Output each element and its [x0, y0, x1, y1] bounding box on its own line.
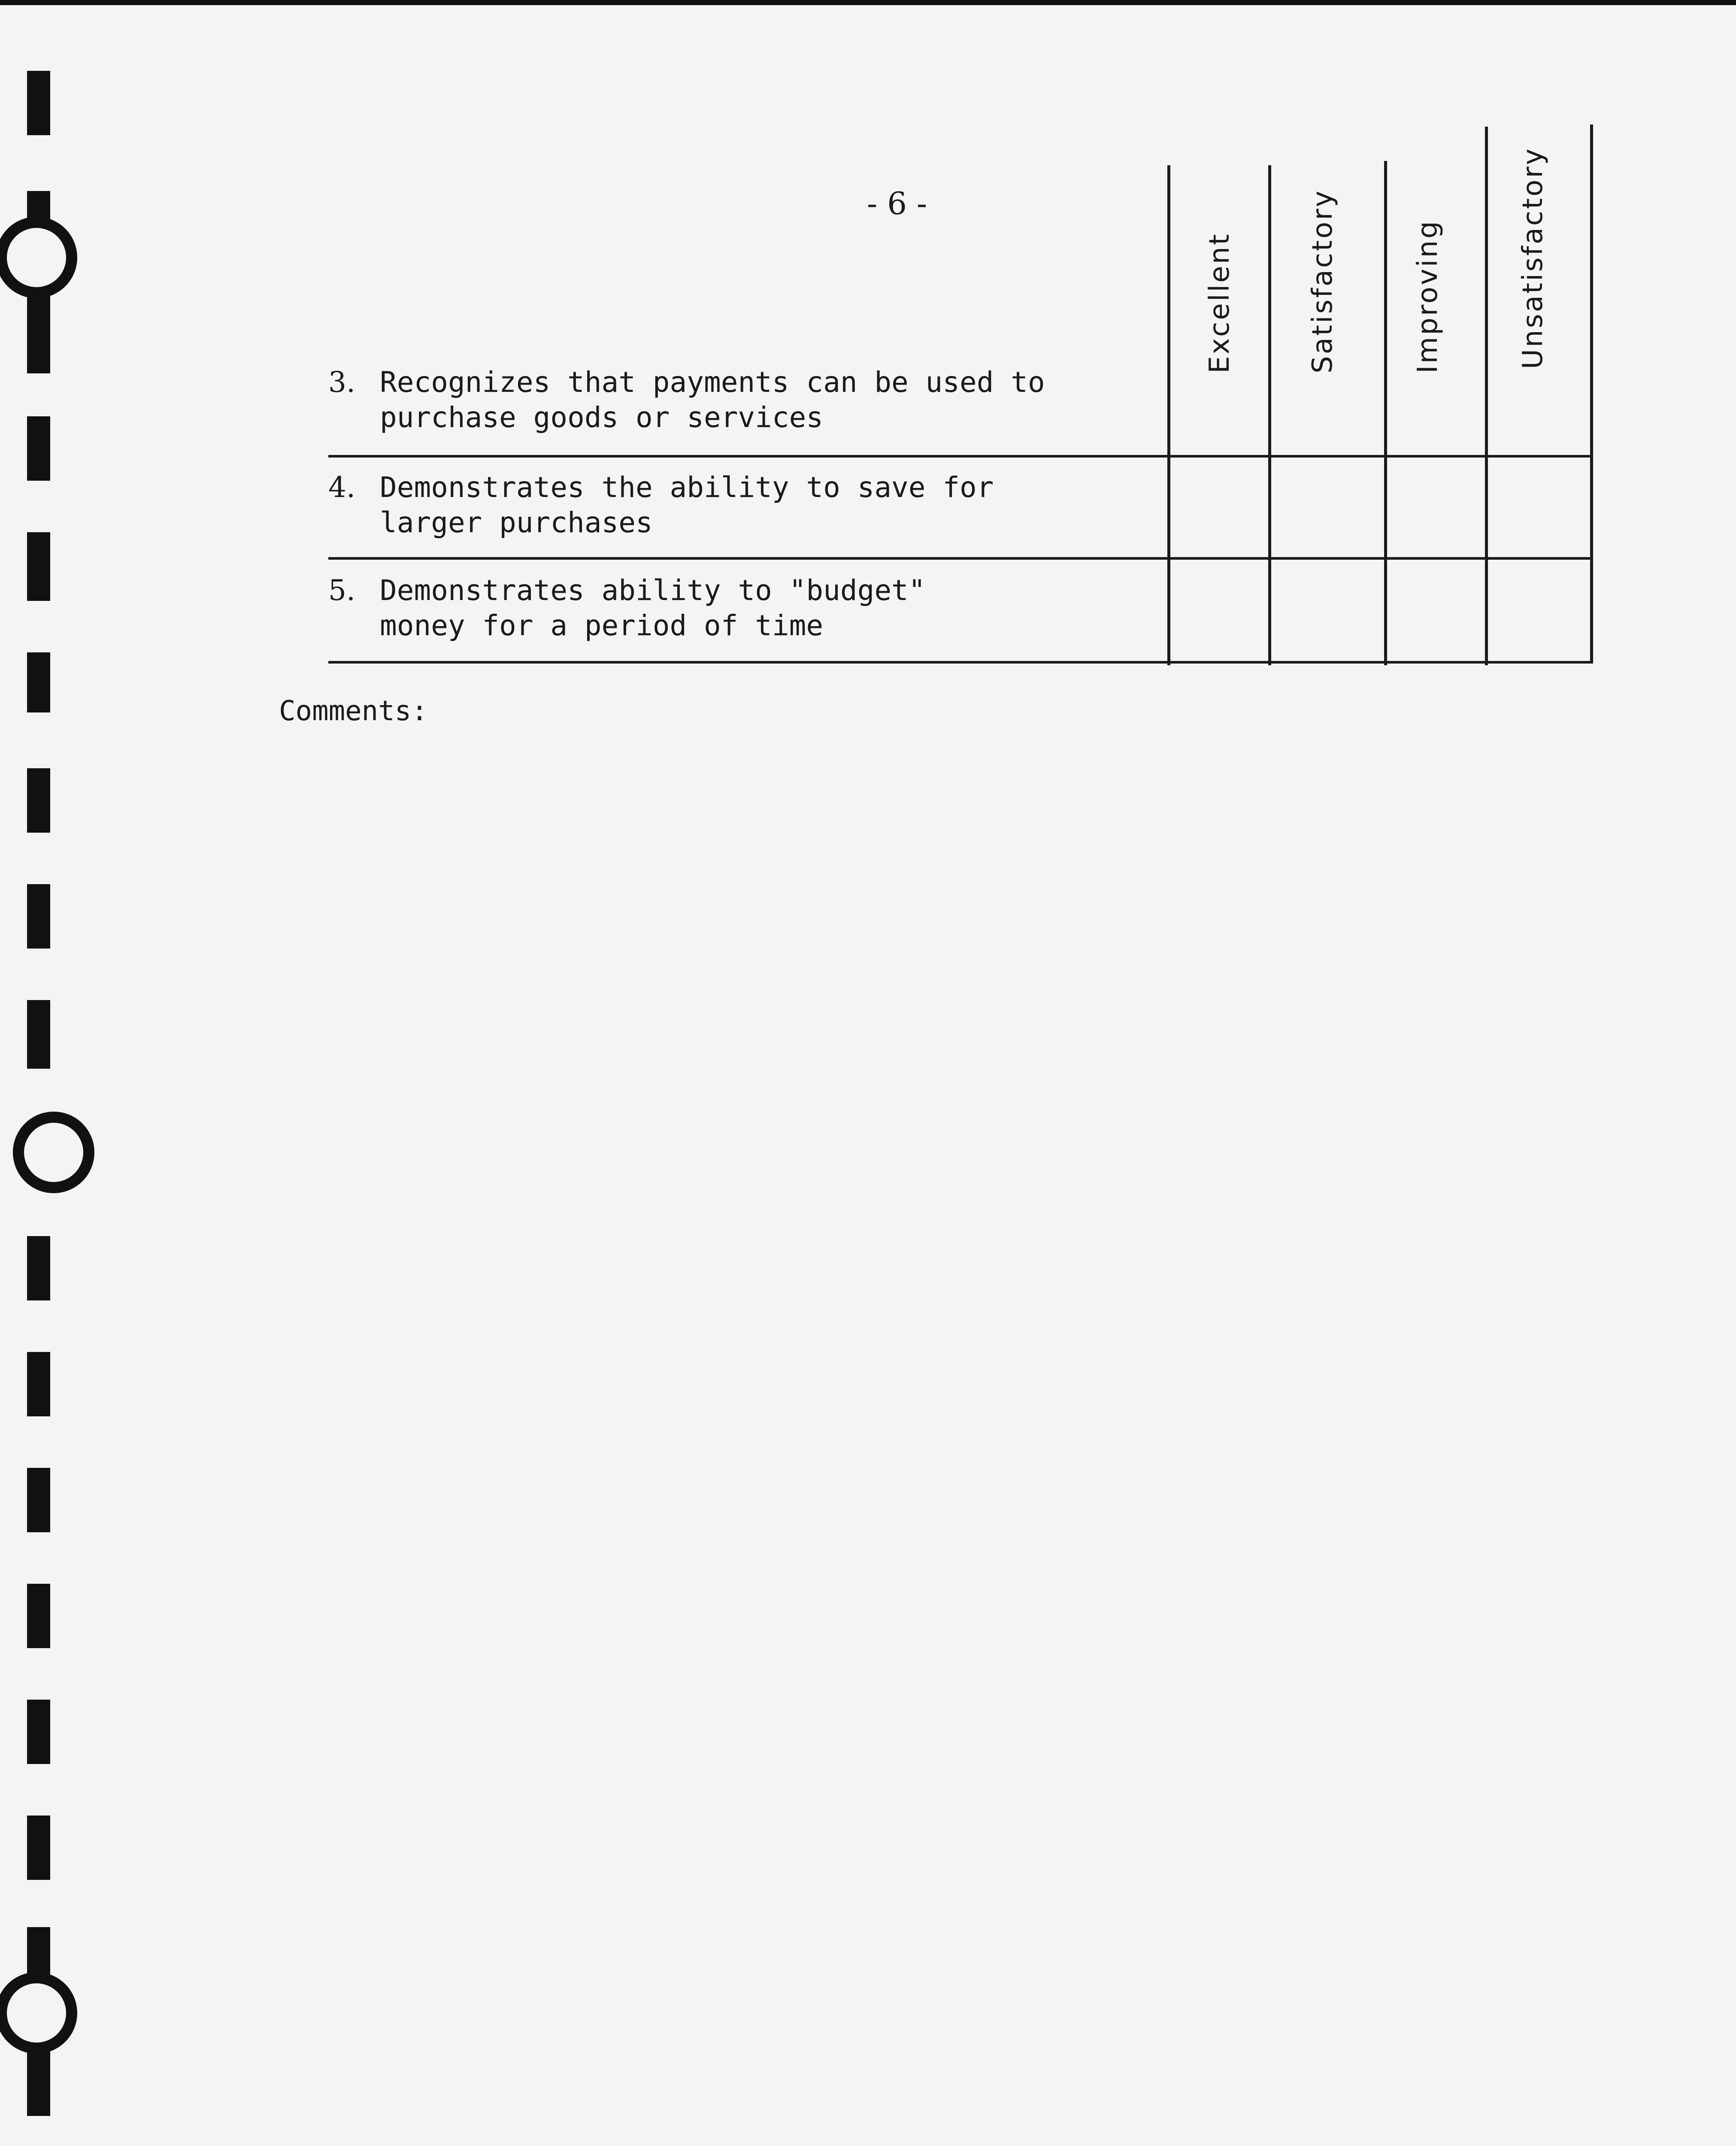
grid-line: [1384, 161, 1387, 665]
column-header-satisfactory: Satisfactory: [1307, 189, 1339, 373]
binder-hole: [0, 1972, 77, 2054]
item-text-line2: money for a period of time: [380, 609, 824, 642]
page-top-edge: [0, 0, 1736, 5]
grid-line: [1590, 124, 1593, 663]
grid-line: [1268, 165, 1271, 665]
binder-mark: [27, 1000, 50, 1069]
list-item: [328, 573, 926, 643]
binder-mark: [27, 1236, 50, 1300]
grid-line: [1485, 127, 1488, 665]
item-number: 4.: [328, 471, 355, 504]
comments-label: Comments:: [279, 695, 428, 727]
binder-hole: [0, 217, 77, 298]
binder-mark: [27, 1700, 50, 1764]
grid-line: [328, 661, 1593, 664]
column-header-excellent: Excellent: [1204, 232, 1236, 373]
page-number: - 6 -: [867, 185, 927, 221]
binder-hole: [13, 1112, 94, 1193]
binder-mark: [27, 532, 50, 601]
list-item: [328, 470, 994, 540]
binder-mark: [27, 652, 50, 712]
item-text-line1: Demonstrates ability to "budget": [380, 574, 926, 607]
binder-mark: [27, 1816, 50, 1880]
item-number: 3.: [328, 366, 355, 399]
binder-mark: [27, 71, 50, 135]
list-item: [328, 365, 1045, 435]
item-number: 5.: [328, 574, 355, 607]
binder-mark: [27, 1468, 50, 1532]
binder-mark: [27, 884, 50, 949]
binder-mark: [27, 296, 50, 373]
item-text-line1: Recognizes that payments can be used to: [380, 366, 1045, 399]
grid-line: [1167, 165, 1170, 665]
column-header-improving: Improving: [1412, 219, 1444, 373]
binder-mark: [27, 1584, 50, 1648]
item-text-line1: Demonstrates the ability to save for: [380, 471, 994, 504]
binder-mark: [27, 416, 50, 481]
grid-line: [328, 557, 1593, 560]
item-text-line2: purchase goods or services: [380, 401, 824, 434]
grid-line: [328, 455, 1593, 458]
binder-mark: [27, 1352, 50, 1416]
item-text-line2: larger purchases: [380, 506, 653, 539]
column-header-unsatisfactory: Unsatisfactory: [1517, 147, 1549, 369]
binder-mark: [27, 768, 50, 833]
binder-mark: [27, 2052, 50, 2116]
